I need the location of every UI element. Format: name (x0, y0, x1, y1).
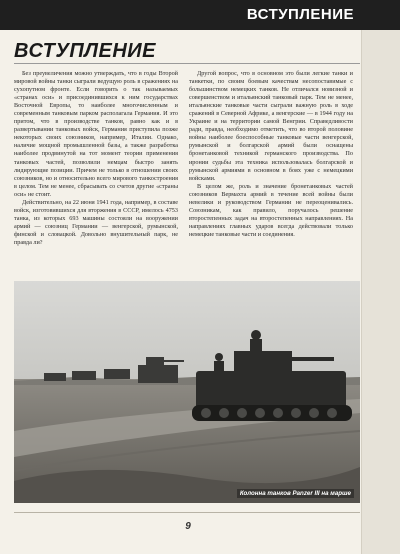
paragraph: Действительно, на 22 июня 1941 года, например, в составе войск, изготовившихся для вторжения в СССР, имелось 4753 танка, из которых 693 машины состояли на вооружении армий — союзниц Германии — венгерской, румынской, финской и словацкой. Довольно внушительный парк, не правда ли? (14, 198, 178, 246)
section-header-band (0, 0, 400, 30)
page-number: 9 (185, 521, 191, 532)
section-title: ВСТУПЛЕНИЕ (246, 6, 354, 23)
paragraph: В целом же, роль и значение бронетанковых частей союзников Вермахта армий в течение всей войны были невелики и руководством Германии не переоценивались. Союзникам, как правило, поручалось решение второстепенных задач на второстепенных направлениях. На направлениях главных ударов всегда действовали только немецкие танковые части и соединения. (189, 182, 353, 238)
tank-column-photo (14, 281, 360, 503)
left-text-column (14, 70, 178, 276)
heading-divider (14, 63, 360, 64)
page-edge-strip (361, 0, 400, 554)
article-heading: ВСТУПЛЕНИЕ (14, 40, 157, 62)
photo-illustration (14, 281, 360, 503)
right-text-column (189, 70, 353, 276)
footer-divider (14, 512, 360, 513)
paragraph: Другой вопрос, что в основном это были легкие танки и танкетки, по своим боевым качествам несопоставимые с большинством немецких танков. Не отличался новизной и совершенством и итальянский танковый парк. Тем не менее, итальянские танковые части сыграли важную роль в ходе сражений в Северной Африке, а венгерские — в 1944 году на Украине и на территории самой Венгрии. Справедливости ради, правда, необходимо отметить, что во второй половине войны наиболее боеспособные танковые части венгерской, румынской и болгарской армий были оснащены бронетанковой техникой германского производства. По иронии судьбы эта техника использовалась болгарской и румынской армиями в основном в боях уже с немецкими войсками. (189, 70, 353, 182)
photo-caption: Колонна танков Panzer III на марше (237, 489, 354, 498)
paragraph: Без преувеличения можно утверждать, что в годы Второй мировой войны танки сыграли ведущую роль в сражениях на сухопутном фронте. Если говорить о так называемых «странах оси» и присоединившихся к ним государствах Восточной Европы, то наиболее многочисленным и современным танковым парком располагала Германия. И это притом, что в производстве танков, равно как и в развертывании танковых войск, Германия приступила позже некоторых своих союзников, например, Италии. Однако, наличие мощной промышленной базы, а также разработка наиболее продвинутой на тот момент теории применения танковых частей, позволили немцам быстро занять лидирующие позиции. Причем не только в отношении своих союзников, но и относительно всего мирового танкостроения в целом. Тем не менее, сбрасывать со счетов другие «страны оси» не стоит. (14, 70, 178, 198)
